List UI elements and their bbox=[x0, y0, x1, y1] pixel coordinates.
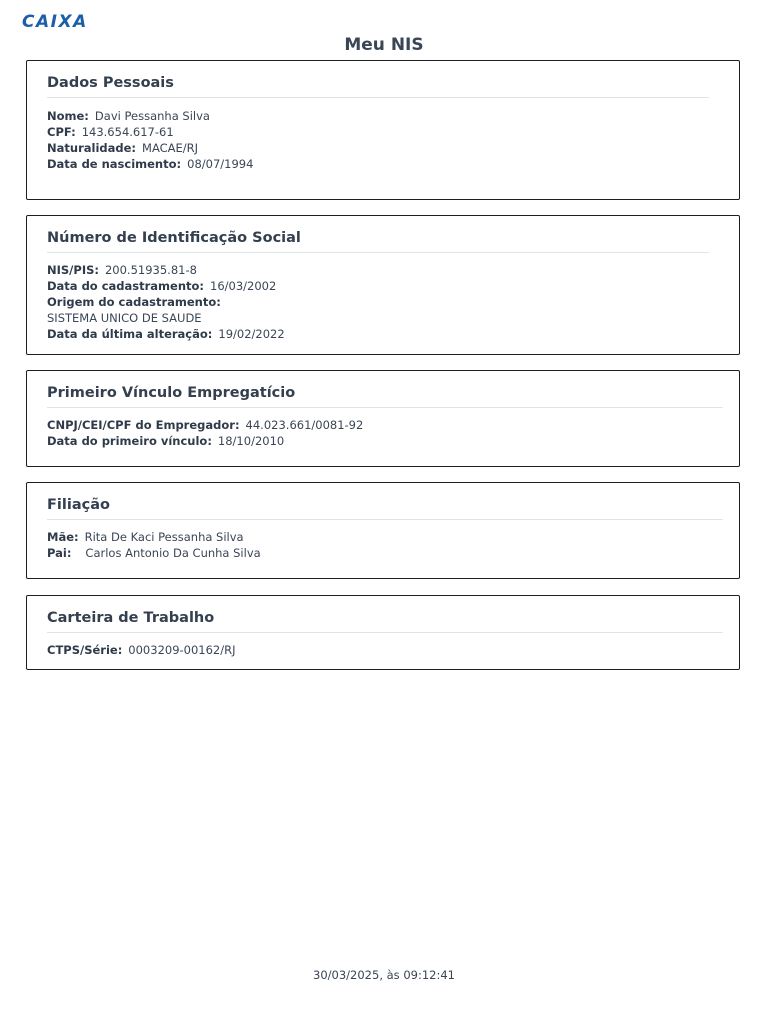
card-nis bbox=[26, 215, 740, 355]
card-divider bbox=[47, 97, 709, 98]
field-data-nascimento bbox=[47, 157, 253, 171]
caixa-logo: CAIXA bbox=[22, 12, 88, 32]
field-mae bbox=[47, 530, 244, 544]
card-title-vinculo: Primeiro Vínculo Empregatício bbox=[47, 385, 296, 401]
field-ctps-serie bbox=[47, 643, 236, 657]
origem-text: SISTEMA UNICO DE SAUDE bbox=[47, 311, 202, 325]
value-data-primeiro-vinculo: 18/10/2010 bbox=[217, 434, 285, 448]
label-naturalidade: Naturalidade: bbox=[47, 141, 137, 155]
page-title: Meu NIS bbox=[344, 35, 424, 55]
label-cpf: CPF: bbox=[47, 125, 76, 139]
label-nis-pis: NIS/PIS: bbox=[47, 263, 99, 277]
value-data-nascimento: 08/07/1994 bbox=[187, 157, 254, 171]
label-data-nascimento: Data de nascimento: bbox=[47, 157, 182, 171]
footer-timestamp: 30/03/2025, às 09:12:41 bbox=[313, 968, 455, 982]
field-data-primeiro-vinculo bbox=[47, 434, 284, 448]
card-filiacao bbox=[26, 482, 740, 579]
label-data-alteracao: Data da última alteração: bbox=[47, 327, 213, 341]
card-dados-pessoais bbox=[26, 60, 740, 200]
field-cpf bbox=[47, 125, 174, 139]
card-divider bbox=[47, 407, 723, 408]
value-mae: Rita De Kaci Pessanha Silva bbox=[84, 530, 244, 544]
field-data-cadastramento bbox=[47, 279, 276, 293]
label-pai: Pai: bbox=[47, 546, 72, 560]
field-cnpj-empregador bbox=[47, 418, 363, 432]
field-nis-pis bbox=[47, 263, 197, 277]
value-naturalidade: MACAE/RJ bbox=[142, 141, 199, 155]
card-title-carteira-trabalho: Carteira de Trabalho bbox=[47, 610, 215, 626]
field-origem-cadastramento bbox=[47, 295, 227, 309]
card-title-nis: Número de Identificação Social bbox=[47, 230, 301, 246]
value-ctps-serie: 0003209-00162/RJ bbox=[128, 643, 236, 657]
card-title-dados-pessoais: Dados Pessoais bbox=[47, 75, 174, 91]
field-naturalidade bbox=[47, 141, 198, 155]
label-nome: Nome: bbox=[47, 109, 89, 123]
value-cnpj-empregador: 44.023.661/0081-92 bbox=[245, 418, 364, 432]
label-mae: Mãe: bbox=[47, 530, 79, 544]
value-nis-pis: 200.51935.81-8 bbox=[104, 263, 197, 277]
value-origem-cadastramento bbox=[47, 311, 202, 325]
value-data-alteracao: 19/02/2022 bbox=[218, 327, 285, 341]
label-ctps-serie: CTPS/Série: bbox=[47, 643, 123, 657]
label-data-cadastramento: Data do cadastramento: bbox=[47, 279, 205, 293]
value-cpf: 143.654.617-61 bbox=[81, 125, 174, 139]
card-divider bbox=[47, 632, 723, 633]
label-data-primeiro-vinculo: Data do primeiro vínculo: bbox=[47, 434, 212, 448]
card-divider bbox=[47, 252, 709, 253]
card-vinculo bbox=[26, 370, 740, 467]
value-pai: Carlos Antonio Da Cunha Silva bbox=[85, 546, 261, 560]
card-title-filiacao: Filiação bbox=[47, 497, 110, 513]
card-carteira-trabalho bbox=[26, 595, 740, 670]
label-origem-cadastramento: Origem do cadastramento: bbox=[47, 295, 221, 309]
field-data-alteracao bbox=[47, 327, 285, 341]
field-pai bbox=[47, 546, 261, 560]
value-data-cadastramento: 16/03/2002 bbox=[210, 279, 277, 293]
value-nome: Davi Pessanha Silva bbox=[94, 109, 210, 123]
label-cnpj-empregador: CNPJ/CEI/CPF do Empregador: bbox=[47, 418, 240, 432]
field-nome bbox=[47, 109, 210, 123]
card-divider bbox=[47, 519, 723, 520]
